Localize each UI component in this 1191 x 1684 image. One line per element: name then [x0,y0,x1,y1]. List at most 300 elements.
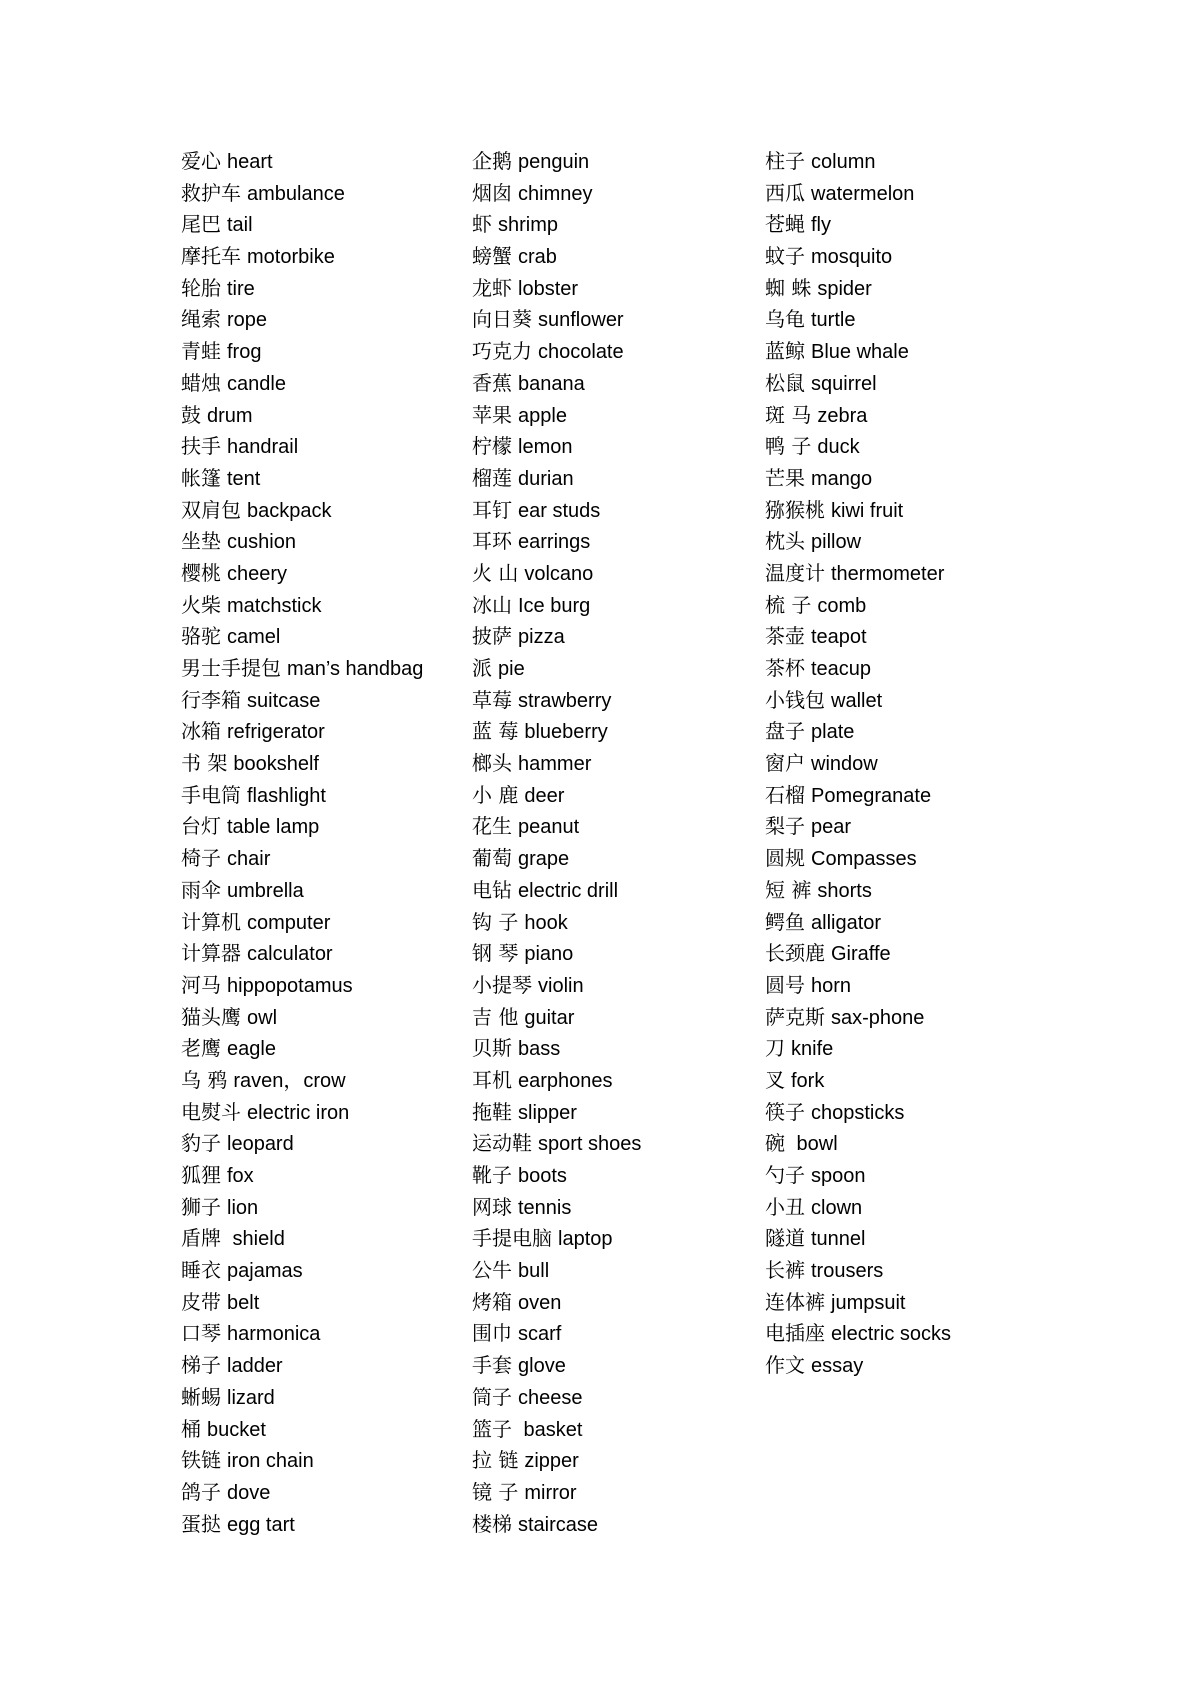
vocab-entry [472,1255,752,1287]
chinese-word: 吉 他 [472,1004,519,1029]
vocab-entry [472,1318,752,1350]
english-word: suitcase [247,689,321,712]
chinese-word: 小 鹿 [472,782,519,807]
english-word: window [811,753,878,776]
vocab-entry [765,843,1065,875]
vocab-entry [765,273,1065,305]
english-word: shorts [817,879,872,902]
chinese-word: 蓝鲸 [765,339,805,364]
chinese-word: 企鹅 [472,149,512,173]
chinese-word: 叉 [765,1067,785,1092]
chinese-word: 龙虾 [472,275,512,300]
vocab-entry [181,811,461,843]
chinese-word: 小钱包 [765,687,825,712]
english-word: thermometer [831,562,945,585]
vocab-entry [765,653,1065,685]
chinese-word: 鸭 子 [765,434,812,459]
vocab-entry [472,304,752,336]
vocab-entry [765,495,1065,527]
vocab-entry [472,1002,752,1034]
english-word: belt [227,1291,260,1314]
vocab-entry [472,368,752,400]
vocab-entry [181,1382,461,1414]
vocab-entry [472,146,752,178]
vocab-entry [472,1477,752,1509]
chinese-word: 豹子 [181,1131,221,1156]
english-word: column [811,151,876,173]
chinese-word: 手电筒 [181,782,241,807]
english-word: calculator [247,943,333,966]
vocab-entry [765,431,1065,463]
vocab-entry [765,780,1065,812]
english-word: clown [811,1196,863,1219]
vocab-entry [472,273,752,305]
chinese-word: 盾牌 [181,1226,221,1251]
english-word: umbrella [227,879,304,902]
chinese-word: 榔头 [472,751,512,776]
vocab-entry [765,526,1065,558]
vocab-entry [765,1002,1065,1034]
chinese-word: 小丑 [765,1194,805,1219]
chinese-word: 钩 子 [472,909,519,934]
english-word: lion [227,1196,259,1219]
chinese-word: 贝斯 [472,1036,512,1061]
vocab-entry [765,748,1065,780]
english-word: squirrel [811,372,877,395]
english-word: pillow [811,531,862,554]
chinese-word: 蜥蜴 [181,1384,221,1409]
chinese-word: 计算机 [181,909,241,934]
vocab-entry [472,526,752,558]
english-word: matchstick [227,594,322,617]
chinese-word: 青蛙 [181,339,221,364]
english-word: pear [811,816,852,839]
chinese-word: 圆号 [765,972,805,997]
vocab-entry [765,1033,1065,1065]
english-word: earphones [518,1069,613,1092]
vocab-entry [765,1160,1065,1192]
english-word: bull [518,1260,550,1283]
english-word: cushion [227,531,296,554]
chinese-word: 猕猴桃 [765,497,825,522]
vocab-entry [181,178,461,210]
chinese-word: 铁链 [181,1448,221,1473]
vocab-entry [181,590,461,622]
vocab-entry [472,209,752,241]
english-word: hippopotamus [227,974,353,997]
vocab-entry [472,495,752,527]
english-word: refrigerator [227,721,325,744]
vocab-entry [472,716,752,748]
english-word: staircase [518,1513,599,1536]
english-word: backpack [247,499,332,522]
vocab-column-2 [472,146,752,1540]
vocab-entry [181,1128,461,1160]
chinese-word: 花生 [472,814,512,839]
vocab-entry [181,780,461,812]
vocab-entry [181,1509,461,1541]
english-word: iron chain [227,1450,314,1473]
english-word: tent [227,467,261,490]
chinese-word: 口琴 [181,1321,221,1346]
chinese-word: 睡衣 [181,1258,221,1283]
vocab-entry [472,1287,752,1319]
english-word: shield [227,1228,285,1251]
english-word: teapot [811,626,867,649]
chinese-word: 冰箱 [181,719,221,744]
chinese-word: 萨克斯 [765,1004,825,1029]
chinese-word: 石榴 [765,782,805,807]
vocab-entry [765,146,1065,178]
english-word: earrings [518,531,591,554]
vocab-entry [181,558,461,590]
english-word: pajamas [227,1260,303,1283]
chinese-word: 勺子 [765,1163,805,1187]
vocab-entry [765,209,1065,241]
english-word: violin [538,974,584,997]
chinese-word: 耳机 [472,1067,512,1092]
vocab-entry [765,1318,1065,1350]
english-word: chocolate [538,341,624,364]
english-word: pizza [518,626,565,649]
english-word: raven，crow [233,1069,346,1092]
english-word: ambulance [247,182,345,205]
vocab-entry [765,1223,1065,1255]
chinese-word: 耳环 [472,529,512,554]
english-word: crab [518,246,557,269]
english-word: deer [524,784,565,807]
english-word: computer [247,911,331,934]
vocab-entry [181,209,461,241]
chinese-word: 芒果 [765,465,805,490]
chinese-word: 烤箱 [472,1289,512,1314]
english-word: zipper [524,1450,579,1473]
chinese-word: 斑 马 [765,402,812,427]
chinese-word: 梨子 [765,814,805,839]
vocab-entry [181,336,461,368]
chinese-word: 围巾 [472,1321,512,1346]
vocab-entry [472,1382,752,1414]
vocab-entry [181,1414,461,1446]
chinese-word: 钢 琴 [472,941,519,966]
chinese-word: 乌龟 [765,307,805,332]
english-word: heart [227,151,273,173]
chinese-word: 烟囱 [472,180,512,205]
chinese-word: 蜡烛 [181,370,221,395]
chinese-word: 西瓜 [765,180,805,205]
chinese-word: 茶杯 [765,656,805,680]
chinese-word: 虾 [472,212,492,237]
vocab-entry [765,811,1065,843]
chinese-word: 蚊子 [765,244,805,269]
vocab-entry [181,400,461,432]
chinese-word: 河马 [181,972,221,997]
vocab-entry [765,875,1065,907]
english-word: motorbike [247,246,335,269]
chinese-word: 拉 链 [472,1448,519,1473]
english-word: trousers [811,1260,884,1283]
english-word: grape [518,848,570,871]
chinese-word: 隧道 [765,1226,805,1251]
vocab-entry [765,558,1065,590]
chinese-word: 榴莲 [472,465,512,490]
chinese-word: 柠檬 [472,434,512,459]
english-word: duck [817,436,860,459]
english-word: jumpsuit [831,1291,906,1314]
vocab-entry [181,843,461,875]
vocab-entry [181,431,461,463]
vocab-entry [181,1002,461,1034]
vocab-entry [472,400,752,432]
chinese-word: 火柴 [181,592,221,617]
english-word: leopard [227,1133,294,1156]
chinese-word: 耳钉 [472,497,512,522]
chinese-word: 作文 [765,1353,805,1378]
english-word: knife [791,1038,834,1061]
chinese-word: 披萨 [472,624,512,649]
vocab-entry [181,1192,461,1224]
vocab-entry [181,1287,461,1319]
chinese-word: 筷子 [765,1099,805,1124]
chinese-word: 雨伞 [181,877,221,902]
vocab-entry [472,1509,752,1541]
vocab-entry [181,1097,461,1129]
english-word: sport shoes [538,1133,642,1156]
vocab-entry [765,178,1065,210]
english-word: laptop [558,1228,613,1251]
vocab-entry [181,716,461,748]
english-word: man’s handbag [287,658,424,680]
chinese-word: 椅子 [181,846,221,871]
chinese-word: 靴子 [472,1163,512,1187]
english-word: boots [518,1165,567,1187]
chinese-word: 鸽子 [181,1479,221,1504]
chinese-word: 梯子 [181,1353,221,1378]
vocab-entry [765,1350,1065,1382]
english-word: piano [524,943,574,966]
chinese-word: 尾巴 [181,212,221,237]
chinese-word: 手套 [472,1353,512,1378]
english-word: bookshelf [233,753,319,776]
english-word: hook [524,911,568,934]
vocab-entry [181,273,461,305]
chinese-word: 苍蝇 [765,212,805,237]
chinese-word: 摩托车 [181,244,241,269]
vocab-entry [765,463,1065,495]
english-word: owl [247,1006,278,1029]
vocab-entry [765,685,1065,717]
vocab-entry [181,495,461,527]
chinese-word: 电钻 [472,877,512,902]
vocab-entry [472,685,752,717]
chinese-word: 葡萄 [472,846,512,871]
chinese-word: 盘子 [765,719,805,744]
vocab-entry [181,1033,461,1065]
vocab-entry [472,1414,752,1446]
vocab-entry [765,970,1065,1002]
chinese-word: 松鼠 [765,370,805,395]
vocab-entry [181,748,461,780]
english-word: cheery [227,562,288,585]
vocab-entry [181,1350,461,1382]
chinese-word: 向日葵 [472,307,532,332]
vocab-entry [472,621,752,653]
english-word: chair [227,848,271,871]
chinese-word: 冰山 [472,592,512,617]
english-word: blueberry [524,721,608,744]
vocab-entry [181,653,461,685]
vocab-entry [181,1318,461,1350]
vocab-column-1 [181,146,461,1540]
chinese-word: 猫头鹰 [181,1004,241,1029]
vocab-entry [472,1065,752,1097]
chinese-word: 枕头 [765,529,805,554]
english-word: oven [518,1291,562,1314]
english-word: tennis [518,1196,572,1219]
english-word: apple [518,404,567,427]
chinese-word: 梳 子 [765,592,812,617]
chinese-word: 火 山 [472,560,519,585]
vocab-entry [181,463,461,495]
english-word: kiwi fruit [831,499,904,522]
chinese-word: 刀 [765,1036,785,1061]
english-word: pie [498,658,525,680]
chinese-word: 螃蟹 [472,244,512,269]
vocab-entry [765,1287,1065,1319]
english-word: frog [227,341,262,364]
vocab-entry [472,843,752,875]
english-word: Pomegranate [811,784,932,807]
english-word: wallet [831,689,883,712]
english-word: scarf [518,1323,562,1346]
vocab-entry [472,1097,752,1129]
chinese-word: 拖鞋 [472,1099,512,1124]
chinese-word: 帐篷 [181,465,221,490]
vocab-entry [472,970,752,1002]
chinese-word: 书 架 [181,751,228,776]
vocab-entry [181,1065,461,1097]
vocab-entry [181,1255,461,1287]
vocab-entry [472,938,752,970]
english-word: electric drill [518,879,619,902]
english-word: volcano [524,562,594,585]
english-word: cheese [518,1386,583,1409]
vocab-entry [472,178,752,210]
english-word: table lamp [227,816,320,839]
english-word: electric iron [247,1101,350,1124]
chinese-word: 计算器 [181,941,241,966]
chinese-word: 派 [472,656,492,680]
chinese-word: 台灯 [181,814,221,839]
english-word: peanut [518,816,580,839]
english-word: comb [817,594,867,617]
english-word: guitar [524,1006,575,1029]
english-word: chimney [518,182,593,205]
english-word: zebra [817,404,868,427]
english-word: chopsticks [811,1101,905,1124]
vocab-entry [472,1192,752,1224]
chinese-word: 皮带 [181,1289,221,1314]
chinese-word: 樱桃 [181,560,221,585]
chinese-word: 狮子 [181,1194,221,1219]
vocab-entry [181,368,461,400]
chinese-word: 双肩包 [181,497,241,522]
vocab-entry [765,907,1065,939]
chinese-word: 蓝 莓 [472,719,519,744]
vocab-entry [765,1097,1065,1129]
chinese-word: 草莓 [472,687,512,712]
vocab-entry [765,336,1065,368]
vocab-entry [765,304,1065,336]
chinese-word: 连体裤 [765,1289,825,1314]
vocab-entry [472,811,752,843]
vocab-entry [181,938,461,970]
english-word: horn [811,974,852,997]
english-word: rope [227,309,268,332]
english-word: fox [227,1165,254,1187]
chinese-word: 苹果 [472,402,512,427]
english-word: ladder [227,1355,283,1378]
chinese-word: 长裤 [765,1258,805,1283]
vocab-entry [472,558,752,590]
vocab-entry [472,780,752,812]
chinese-word: 镜 子 [472,1479,519,1504]
chinese-word: 鼓 [181,402,201,427]
english-word: lemon [518,436,573,459]
english-word: penguin [518,151,590,173]
english-word: watermelon [811,182,915,205]
english-word: harmonica [227,1323,321,1346]
english-word: drum [207,404,253,427]
english-word: camel [227,626,281,649]
vocab-entry [472,1128,752,1160]
chinese-word: 轮胎 [181,275,221,300]
chinese-word: 柱子 [765,149,805,173]
english-word: eagle [227,1038,276,1061]
english-word: spoon [811,1165,866,1187]
vocab-entry [472,463,752,495]
english-word: teacup [811,658,872,680]
vocab-entry [181,970,461,1002]
english-word: strawberry [518,689,612,712]
vocab-entry [765,368,1065,400]
chinese-word: 鳄鱼 [765,909,805,934]
vocab-entry [472,1445,752,1477]
chinese-word: 长颈鹿 [765,941,825,966]
vocab-entry [765,1255,1065,1287]
english-word: banana [518,372,585,395]
english-word: lizard [227,1386,275,1409]
chinese-word: 爱心 [181,149,221,173]
vocab-entry [472,336,752,368]
english-word: hammer [518,753,592,776]
vocab-entry [181,526,461,558]
vocab-entry [181,685,461,717]
vocab-entry [181,1160,461,1192]
english-word: dove [227,1481,271,1504]
chinese-word: 茶壶 [765,624,805,649]
chinese-word: 电熨斗 [181,1099,241,1124]
vocab-entry [765,621,1065,653]
vocab-entry [765,590,1065,622]
english-word: spider [817,277,872,300]
vocab-column-3 [765,146,1065,1382]
english-word: alligator [811,911,882,934]
vocab-entry [765,1192,1065,1224]
vocab-entry [765,938,1065,970]
vocab-entry [765,241,1065,273]
chinese-word: 温度计 [765,560,825,585]
